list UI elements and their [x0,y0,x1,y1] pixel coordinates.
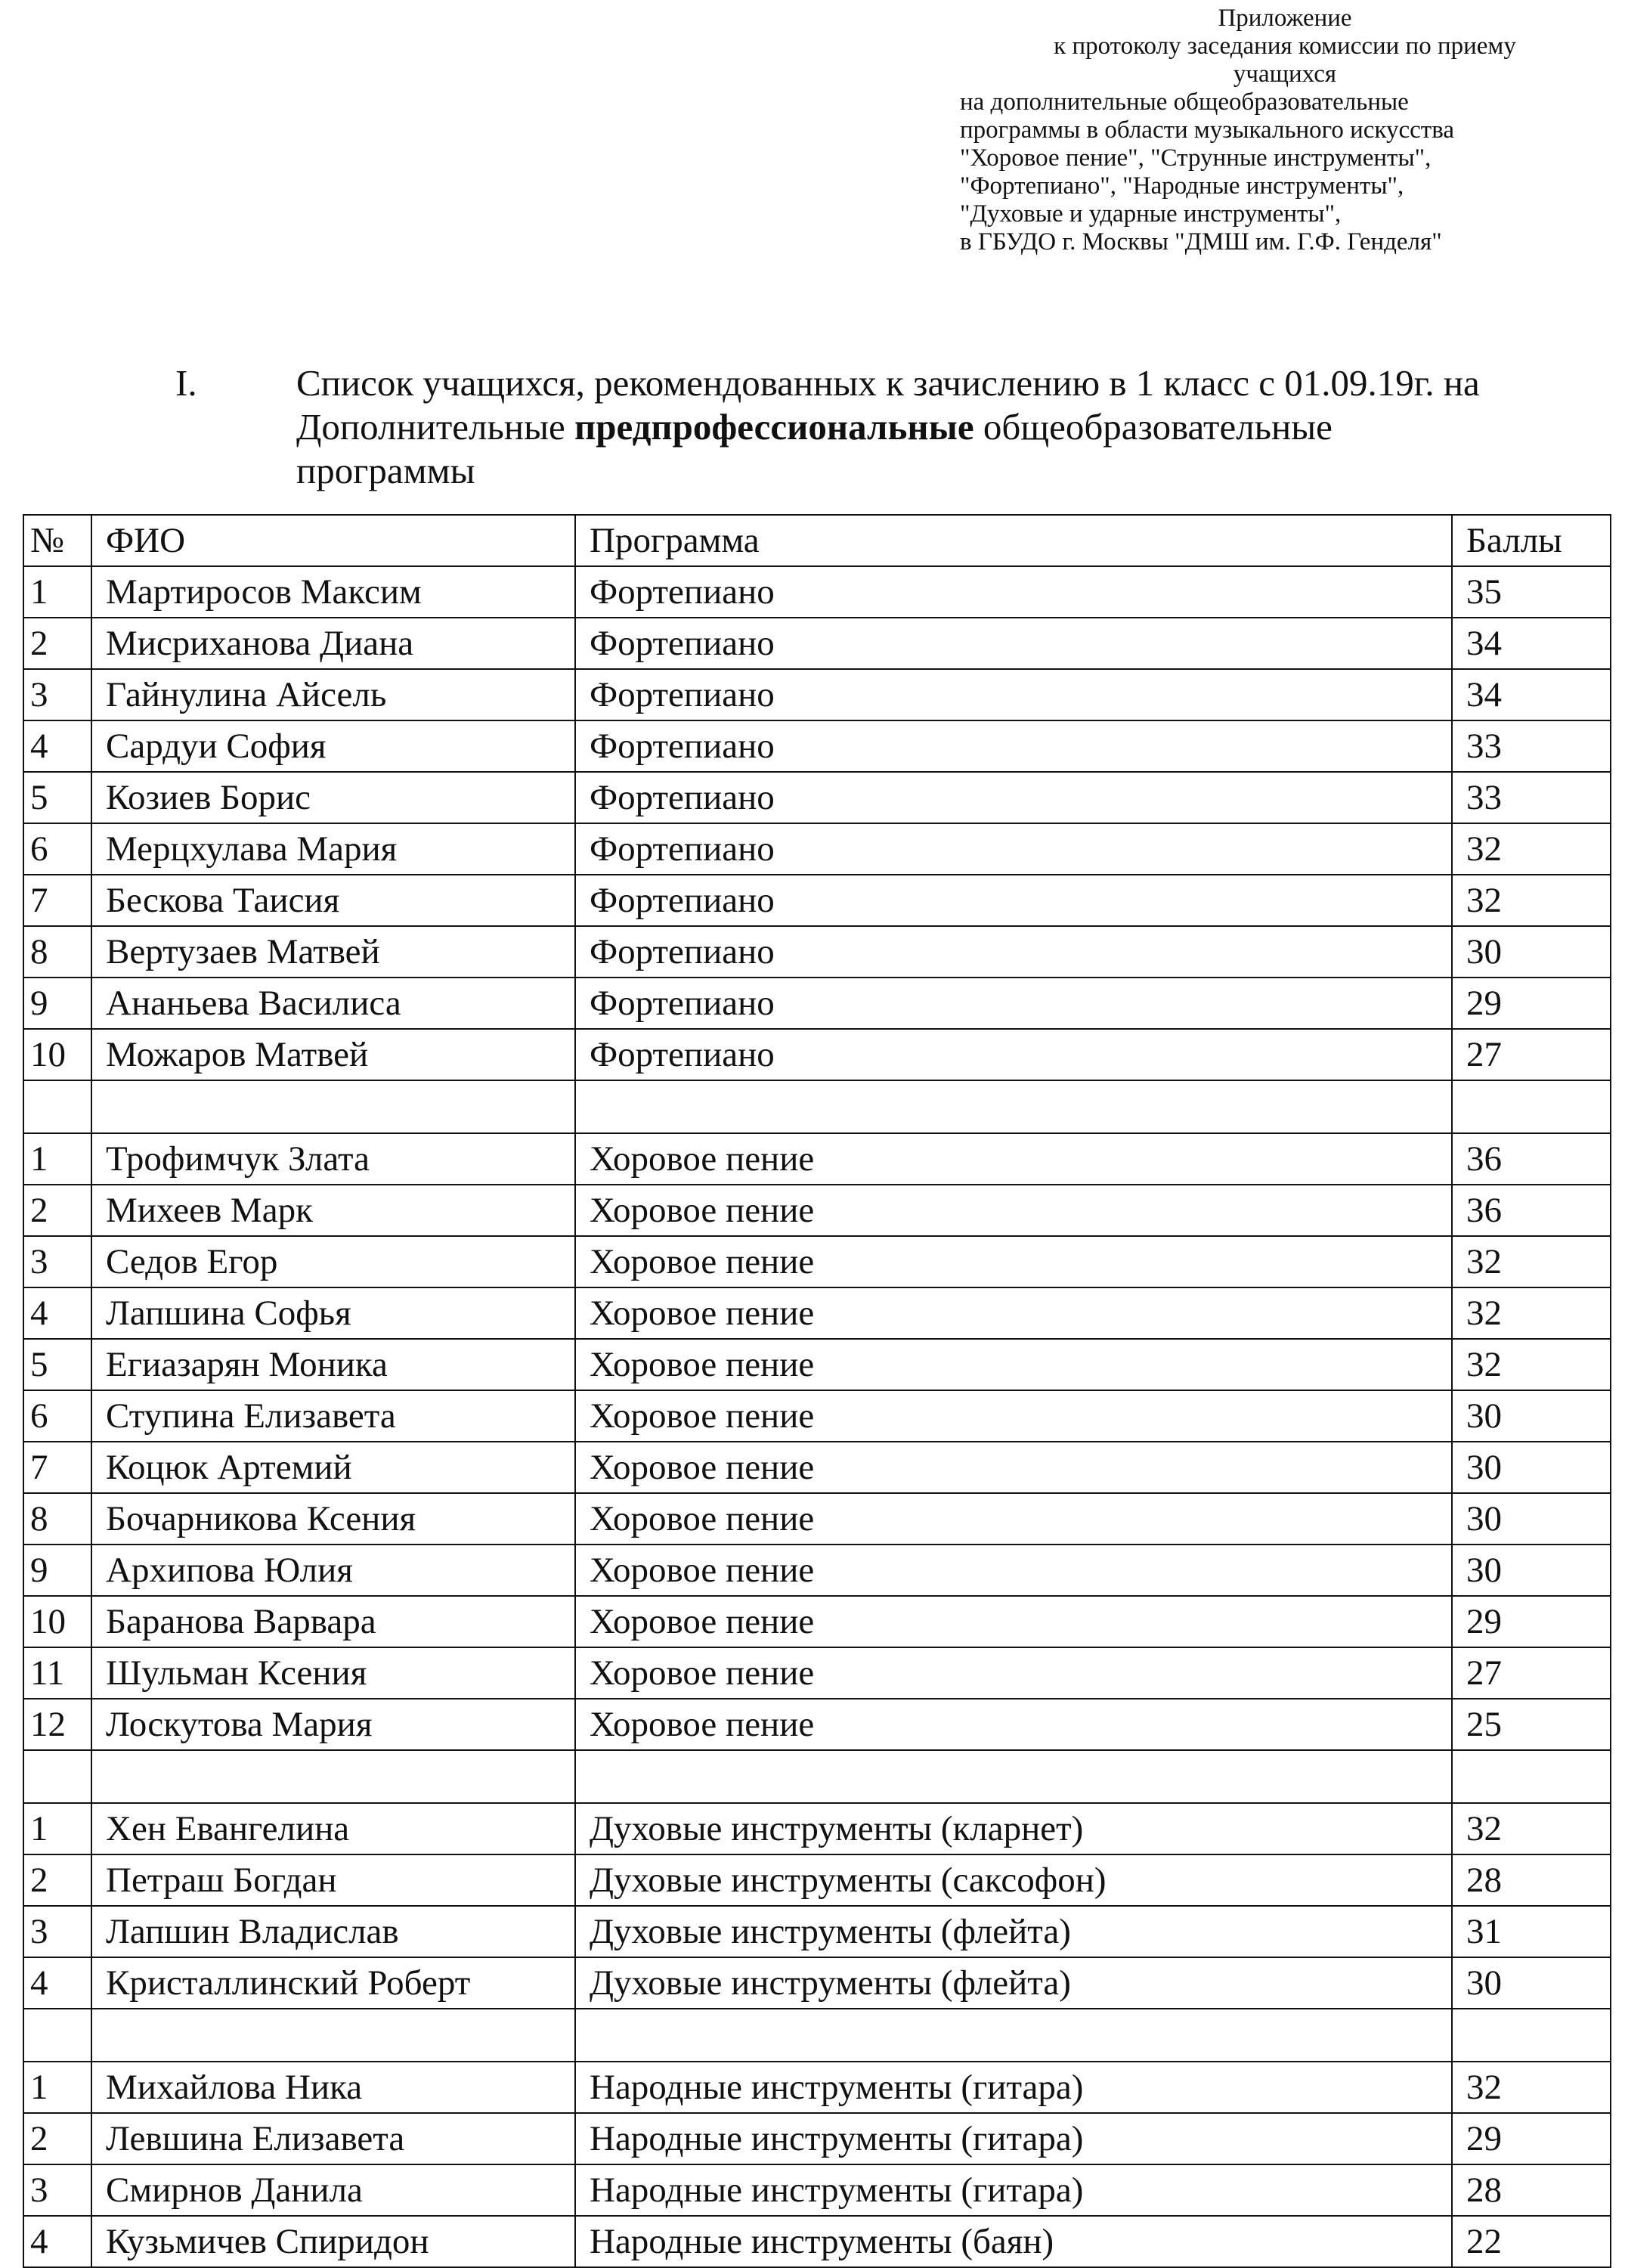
empty-cell [23,1080,91,1133]
empty-cell [91,1080,575,1133]
cell-number: 4 [23,2216,91,2267]
header-number: № [23,515,91,566]
cell-program: Фортепиано [575,926,1452,978]
cell-number: 3 [23,1906,91,1957]
cell-name: Седов Егор [91,1236,575,1287]
cell-name: Мерцхулава Мария [91,823,575,875]
table-row [23,2113,1611,2164]
cell-name: Ананьева Василиса [91,978,575,1029]
cell-name: Лапшин Владислав [91,1906,575,1957]
cell-name: Бескова Таисия [91,875,575,926]
cell-score: 27 [1452,1647,1611,1699]
table-row [23,1699,1611,1750]
cell-name: Вертузаев Матвей [91,926,575,978]
table-row [23,1185,1611,1236]
cell-score: 32 [1452,1287,1611,1339]
table-row [23,1133,1611,1185]
cell-score: 34 [1452,618,1611,669]
cell-program: Хоровое пение [575,1287,1452,1339]
empty-cell [575,1750,1452,1803]
cell-number: 10 [23,1596,91,1647]
cell-score: 30 [1452,1493,1611,1545]
cell-program: Фортепиано [575,618,1452,669]
cell-name: Баранова Варвара [91,1596,575,1647]
cell-score: 29 [1452,1596,1611,1647]
cell-name: Коцюк Артемий [91,1442,575,1493]
empty-cell [575,2009,1452,2062]
appendix-line: на дополнительные общеобразовательные [960,88,1409,116]
table-row [23,772,1611,823]
cell-number: 8 [23,926,91,978]
empty-cell [1452,2009,1611,2062]
header-score: Баллы [1452,515,1611,566]
cell-score: 25 [1452,1699,1611,1750]
cell-program: Духовые инструменты (кларнет) [575,1803,1452,1854]
table-row [23,823,1611,875]
table-row [23,1906,1611,1957]
cell-score: 28 [1452,1854,1611,1906]
cell-program: Хоровое пение [575,1133,1452,1185]
cell-name: Сардуи София [91,720,575,772]
table-row [23,2216,1611,2267]
table-row [23,669,1611,720]
cell-name: Михайлова Ника [91,2062,575,2113]
cell-number: 7 [23,875,91,926]
table-row [23,1957,1611,2009]
cell-program: Духовые инструменты (флейта) [575,1957,1452,2009]
students-table [23,514,1611,2268]
cell-program: Хоровое пение [575,1442,1452,1493]
cell-name: Лоскутова Мария [91,1699,575,1750]
cell-name: Кузьмичев Спиридон [91,2216,575,2267]
cell-program: Фортепиано [575,772,1452,823]
cell-number: 12 [23,1699,91,1750]
table-header-row [23,515,1611,566]
table-row [23,1339,1611,1390]
empty-cell [1452,1750,1611,1803]
cell-score: 32 [1452,1236,1611,1287]
appendix-line: "Фортепиано", "Народные инструменты", [960,172,1404,200]
empty-cell [91,1750,575,1803]
appendix-line: Приложение [1218,5,1352,32]
cell-program: Хоровое пение [575,1545,1452,1596]
cell-score: 33 [1452,720,1611,772]
cell-name: Егиазарян Моника [91,1339,575,1390]
cell-name: Петраш Богдан [91,1854,575,1906]
cell-score: 30 [1452,1545,1611,1596]
cell-name: Хен Евангелина [91,1803,575,1854]
section-title-bold: предпрофессиональные [574,406,974,448]
section-title-part: Список учащихся, рекомендованных к зачислению в 1 класс с 01.09.19г. на Дополнительные [296,362,1480,448]
section-title-part: общеобразовательные программы [296,406,1332,491]
cell-program: Хоровое пение [575,1647,1452,1699]
cell-number: 2 [23,1854,91,1906]
cell-number: 1 [23,1133,91,1185]
table-row [23,1803,1611,1854]
table-row [23,978,1611,1029]
cell-score: 32 [1452,2062,1611,2113]
cell-name: Ступина Елизавета [91,1390,575,1442]
appendix-line: в ГБУДО г. Москвы "ДМШ им. Г.Ф. Генделя" [960,228,1442,256]
cell-program: Фортепиано [575,1029,1452,1080]
table-row [23,1390,1611,1442]
cell-number: 3 [23,669,91,720]
cell-number: 5 [23,1339,91,1390]
cell-score: 30 [1452,926,1611,978]
table-row [23,566,1611,618]
cell-program: Фортепиано [575,669,1452,720]
cell-program: Фортепиано [575,875,1452,926]
table-row [23,1647,1611,1699]
cell-program: Фортепиано [575,823,1452,875]
cell-program: Хоровое пение [575,1339,1452,1390]
cell-program: Народные инструменты (гитара) [575,2062,1452,2113]
table-row [23,926,1611,978]
appendix-line: "Хоровое пение", "Струнные инструменты", [960,144,1432,172]
table-row [23,1596,1611,1647]
table-row [23,1029,1611,1080]
cell-name: Смирнов Данила [91,2164,575,2216]
cell-number: 1 [23,2062,91,2113]
cell-number: 5 [23,772,91,823]
cell-score: 30 [1452,1390,1611,1442]
cell-number: 7 [23,1442,91,1493]
header-program: Программа [575,515,1452,566]
table-row [23,875,1611,926]
table-row [23,2062,1611,2113]
cell-name: Можаров Матвей [91,1029,575,1080]
cell-number: 8 [23,1493,91,1545]
table-row [23,2164,1611,2216]
cell-name: Лапшина Софья [91,1287,575,1339]
empty-cell [91,2009,575,2062]
cell-name: Бочарникова Ксения [91,1493,575,1545]
cell-number: 4 [23,1957,91,2009]
cell-name: Козиев Борис [91,772,575,823]
table-row [23,618,1611,669]
cell-number: 4 [23,720,91,772]
cell-score: 32 [1452,1339,1611,1390]
section-number: I. [175,362,197,404]
cell-program: Хоровое пение [575,1236,1452,1287]
cell-score: 30 [1452,1442,1611,1493]
table-row [23,1854,1611,1906]
cell-program: Духовые инструменты (саксофон) [575,1854,1452,1906]
cell-number: 2 [23,618,91,669]
cell-score: 34 [1452,669,1611,720]
table-body [23,566,1611,2267]
cell-score: 28 [1452,2164,1611,2216]
appendix-line: "Духовые и ударные инструменты", [960,200,1342,228]
cell-number: 11 [23,1647,91,1699]
empty-cell [23,1750,91,1803]
empty-cell [575,1080,1452,1133]
table-row [23,1545,1611,1596]
cell-score: 22 [1452,2216,1611,2267]
cell-name: Левшина Елизавета [91,2113,575,2164]
table-row [23,1236,1611,1287]
cell-score: 33 [1452,772,1611,823]
appendix-header [960,5,1610,256]
cell-program: Фортепиано [575,720,1452,772]
cell-program: Народные инструменты (баян) [575,2216,1452,2267]
cell-score: 32 [1452,875,1611,926]
cell-number: 9 [23,978,91,1029]
cell-score: 36 [1452,1185,1611,1236]
cell-name: Трофимчук Злата [91,1133,575,1185]
appendix-line: к протоколу заседания комиссии по приему [1054,33,1516,60]
cell-score: 30 [1452,1957,1611,2009]
cell-program: Народные инструменты (гитара) [575,2113,1452,2164]
cell-number: 4 [23,1287,91,1339]
cell-name: Архипова Юлия [91,1545,575,1596]
cell-program: Фортепиано [575,978,1452,1029]
cell-name: Михеев Марк [91,1185,575,1236]
header-name: ФИО [91,515,575,566]
table-row [23,1493,1611,1545]
cell-program: Хоровое пение [575,1699,1452,1750]
cell-number: 9 [23,1545,91,1596]
empty-cell [1452,1080,1611,1133]
cell-program: Хоровое пение [575,1596,1452,1647]
cell-score: 32 [1452,823,1611,875]
cell-score: 36 [1452,1133,1611,1185]
cell-score: 32 [1452,1803,1611,1854]
cell-program: Духовые инструменты (флейта) [575,1906,1452,1957]
cell-number: 6 [23,823,91,875]
cell-score: 29 [1452,978,1611,1029]
cell-score: 31 [1452,1906,1611,1957]
cell-program: Народные инструменты (гитара) [575,2164,1452,2216]
section-title [296,361,1490,493]
cell-score: 27 [1452,1029,1611,1080]
table-row [23,1287,1611,1339]
cell-score: 29 [1452,2113,1611,2164]
cell-program: Фортепиано [575,566,1452,618]
cell-number: 10 [23,1029,91,1080]
table-row [23,720,1611,772]
cell-program: Хоровое пение [575,1390,1452,1442]
cell-name: Мартиросов Максим [91,566,575,618]
cell-number: 3 [23,1236,91,1287]
group-separator-row [23,1080,1611,1133]
group-separator-row [23,1750,1611,1803]
cell-name: Шульман Ксения [91,1647,575,1699]
cell-number: 3 [23,2164,91,2216]
cell-name: Мисриханова Диана [91,618,575,669]
cell-number: 6 [23,1390,91,1442]
cell-name: Гайнулина Айсель [91,669,575,720]
cell-program: Хоровое пение [575,1493,1452,1545]
cell-name: Кристаллинский Роберт [91,1957,575,2009]
appendix-line: программы в области музыкального искусства [960,116,1455,144]
cell-number: 2 [23,1185,91,1236]
cell-number: 2 [23,2113,91,2164]
cell-program: Хоровое пение [575,1185,1452,1236]
cell-score: 35 [1452,566,1611,618]
appendix-line: учащихся [1233,60,1337,88]
table-row [23,1442,1611,1493]
cell-number: 1 [23,1803,91,1854]
group-separator-row [23,2009,1611,2062]
empty-cell [23,2009,91,2062]
cell-number: 1 [23,566,91,618]
